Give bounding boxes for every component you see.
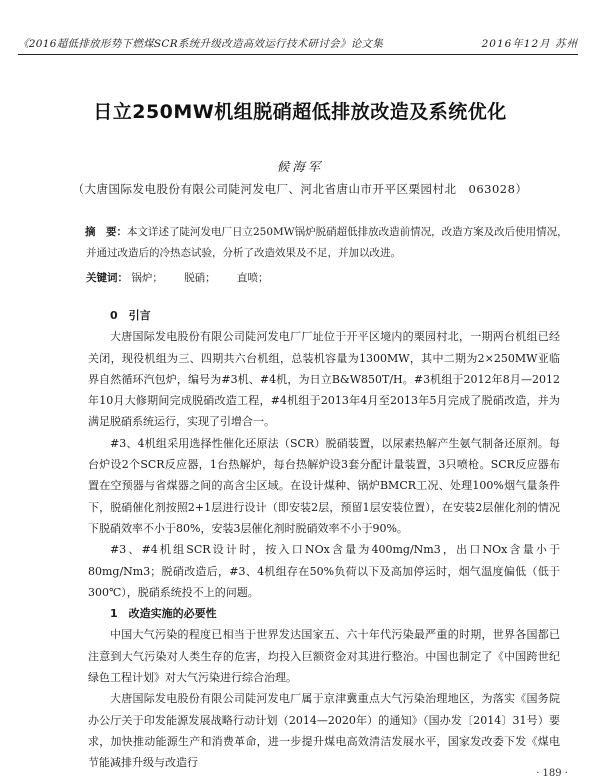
paragraph: 中国大气污染的程度已相当于世界发达国家五、六十年代污染最严重的时期，世界各国都已注意到大气污染对人类生存的危害，均投入巨额资金对其进行整治。中国也制定了《中国跨世纪绿色工程计划》对大气污染进行综合治理。 [88,628,560,685]
header-date-location: 2016年12月 苏州 [481,38,578,50]
running-header [18,36,578,55]
paper-title: 日立250MW机组脱硝超低排放改造及系统优化 [93,101,507,123]
paragraph: #3、#4机组SCR设计时，按入口NOx含量为400mg/Nm3，出口NOx含量小于80mg/Nm3；脱硝改造后，#3、4机组存在50%负荷以下及高加停运时，烟气温度偏低（低于300℃），脱硝系统投不上的问题。 [88,543,560,599]
paragraph: 大唐国际发电股份有限公司陡河发电厂厂址位于开平区境内的栗园村北，一期两台机组已经关闭，现役机组为三、四期共六台机组，总装机容量为1300MW，其中二期为2×250MW亚临界自然循环汽包炉，编号为#3机、#4机，为日立B&W850T/H。#3机组于2012年8月—2012年10月大修期间完成脱硝改造工程，#4机组于2013年4月至2013年5月完成了脱硝改造，并为满足脱硝系统运行，实现了引增合一。 [88,330,560,429]
section-heading-necessity: 1 改造实施的必要性 [110,607,217,621]
page-number: · 189 · [536,768,568,779]
keywords [86,268,572,289]
abstract [86,222,572,264]
paragraph: #3、4机组采用选择性催化还原法（SCR）脱硝装置，以尿素热解产生氨气制备还原剂。每台炉设2个SCR反应器，1台热解炉，每台热解炉设3套分配计量装置，3只喷枪。SCR反应器布置在空预器与省煤器之间的高含尘区域。在设计煤种、锅炉BMCR工况、处理100%烟气量条件下，脱硝催化剂按照2+1层进行设计（即安装2层，预留1层安装位置），在安装2层催化剂的情况下脱硝效率不小于80%，安装3层催化剂时脱硝效率不小于90%。 [88,436,560,535]
section-heading-intro: 0 引言 [110,309,151,322]
author-affiliation: （大唐国际发电股份有限公司陡河发电厂、河北省唐山市开平区栗园村北 063028） [72,182,528,196]
paragraph: 大唐国际发电股份有限公司陡河发电厂属于京津冀重点大气污染治理地区，为落实《国务院办公厅关于印发能源发展战略行动计划（2014—2020年）的通知》（国办发〔2014〕31号）要求，加快推动能源生产和消费革命，进一步提升煤电高效清洁发展水平，国家发改委下发《煤电节能减排升级与改造行 [88,692,560,770]
header-conference-title: 《2016超低排放形势下燃煤SCR系统升级改造高效运行技术研讨会》论文集 [18,38,384,50]
body-text [88,305,560,774]
keyword-item: 锅炉； [131,272,163,284]
author-name: 候海军 [276,159,324,174]
keyword-item: 直喷； [237,272,269,284]
keywords-label: 关键词： [86,272,128,284]
keyword-item: 脱硝； [184,272,216,284]
abstract-label: 摘 要： [85,226,127,238]
abstract-text: 本文详述了陡河发电厂日立250MW锅炉脱硝超低排放改造前情况，改造方案及改后使用情况，并通过改造后的冷热态试验，分析了改造效果及不足，并加以改进。 [86,226,568,259]
